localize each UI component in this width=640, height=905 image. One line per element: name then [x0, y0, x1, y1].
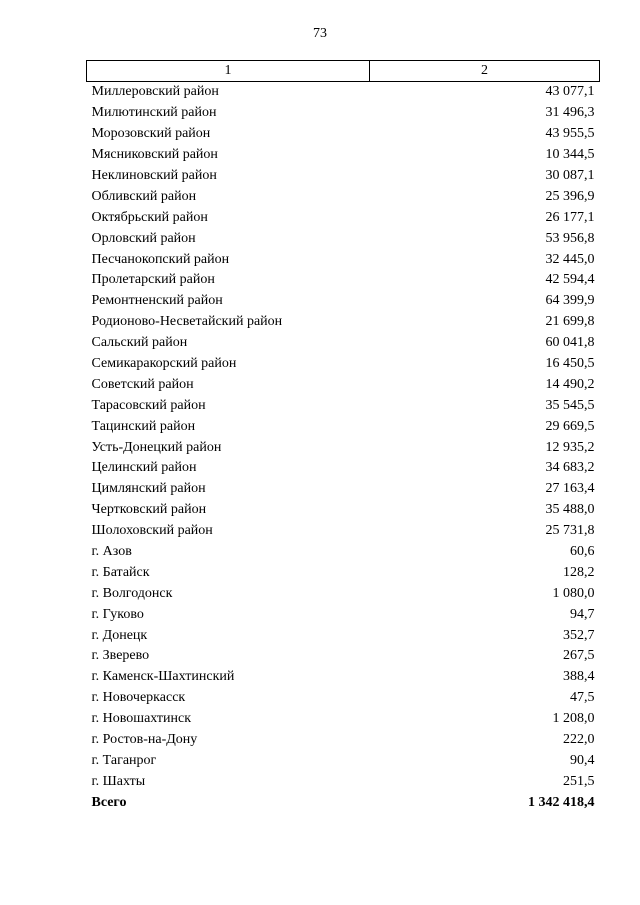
row-territory-name: Шолоховский район	[91, 523, 213, 539]
row-territory-name: Орловский район	[91, 230, 196, 246]
row-amount-value: 42 594,4	[545, 272, 595, 288]
table-row	[87, 395, 600, 416]
row-territory-name: г. Новошахтинск	[91, 711, 192, 727]
row-territory-name: Чертковский район	[91, 502, 207, 518]
row-amount-value: 27 163,4	[545, 481, 595, 497]
row-amount-value: 16 450,5	[545, 356, 595, 372]
table-row	[87, 667, 600, 688]
row-amount-value: 25 731,8	[545, 523, 595, 539]
table-row	[87, 166, 600, 187]
row-territory-name: Сальский район	[91, 335, 188, 351]
table-row	[87, 500, 600, 521]
table-row	[87, 583, 600, 604]
row-territory-name: Тацинский район	[91, 418, 196, 434]
table-row	[87, 771, 600, 792]
row-amount-value: 10 344,5	[545, 147, 595, 163]
row-amount-value: 352,7	[563, 627, 595, 643]
row-amount-value: 60 041,8	[545, 335, 595, 351]
table-row	[87, 207, 600, 228]
row-amount-value: 60,6	[570, 544, 595, 560]
table-row	[87, 709, 600, 730]
row-territory-name: Родионово-Несветайский район	[91, 314, 283, 330]
table-row	[87, 312, 600, 333]
table-row	[87, 228, 600, 249]
row-amount-value: 64 399,9	[545, 293, 595, 309]
row-amount-value: 12 935,2	[545, 439, 595, 455]
row-amount-value: 31 496,3	[545, 105, 595, 121]
row-amount-value: 47,5	[570, 690, 595, 706]
row-territory-name: Целинский район	[91, 460, 197, 476]
row-territory-name: Пролетарский район	[91, 272, 215, 288]
row-amount-value: 34 683,2	[545, 460, 595, 476]
table-row	[87, 688, 600, 709]
row-territory-name: Усть-Донецкий район	[91, 439, 222, 455]
table-row	[87, 82, 600, 103]
row-amount-value: 32 445,0	[545, 251, 595, 267]
row-territory-name: г. Таганрог	[91, 752, 157, 768]
table-row	[87, 416, 600, 437]
table-row	[87, 730, 600, 751]
table-row	[87, 145, 600, 166]
row-amount-value: 222,0	[563, 732, 595, 748]
row-territory-name: г. Донецк	[91, 627, 148, 643]
row-territory-name: Октябрьский район	[91, 209, 208, 225]
row-amount-value: 35 488,0	[545, 502, 595, 518]
row-amount-value: 251,5	[563, 773, 595, 789]
table-row	[87, 625, 600, 646]
row-territory-name: г. Ростов-на-Дону	[91, 732, 198, 748]
table-row	[87, 333, 600, 354]
row-territory-name: г. Азов	[91, 544, 132, 560]
row-territory-name: Миллеровский район	[91, 84, 219, 100]
row-amount-value: 53 956,8	[545, 230, 595, 246]
row-territory-name: г. Батайск	[91, 564, 150, 580]
page-number: 73	[313, 26, 327, 41]
row-territory-name: Цимлянский район	[91, 481, 206, 497]
row-territory-name: Семикаракорский район	[91, 356, 237, 372]
column-header-1: 1	[87, 61, 370, 82]
total-label: Всего	[91, 794, 127, 810]
row-amount-value: 1 208,0	[552, 711, 595, 727]
row-amount-value: 35 545,5	[545, 397, 595, 413]
table-body	[87, 82, 600, 814]
row-territory-name: Неклиновский район	[91, 168, 217, 183]
table-row	[87, 291, 600, 312]
table-row	[87, 521, 600, 542]
row-territory-name: г. Каменск-Шахтинский	[91, 669, 235, 685]
data-table	[86, 60, 600, 813]
table-row	[87, 458, 600, 479]
row-territory-name: Мясниковский район	[91, 147, 218, 163]
table-row	[87, 562, 600, 583]
row-territory-name: Песчанокопский район	[91, 251, 230, 267]
table-row	[87, 646, 600, 667]
row-territory-name: Морозовский район	[91, 126, 211, 142]
row-amount-value: 90,4	[570, 752, 595, 768]
row-territory-name: г. Волгодонск	[91, 585, 173, 601]
table-row	[87, 479, 600, 500]
row-amount-value: 94,7	[570, 606, 595, 622]
row-territory-name: Ремонтненский район	[91, 293, 223, 309]
row-amount-value: 21 699,8	[545, 314, 595, 330]
table-row	[87, 249, 600, 270]
row-territory-name: Советский район	[91, 376, 194, 392]
row-territory-name: г. Новочеркасск	[91, 690, 186, 706]
table-row	[87, 437, 600, 458]
row-amount-value: 267,5	[563, 648, 595, 664]
row-territory-name: Милютинский район	[91, 105, 217, 121]
header-row	[87, 61, 600, 82]
row-amount-value: 30 087,1	[545, 168, 595, 183]
row-amount-value: 388,4	[563, 669, 595, 685]
table-row	[87, 354, 600, 375]
row-territory-name: Обливский район	[91, 188, 197, 204]
row-amount-value: 1 080,0	[552, 585, 595, 601]
column-header-2: 2	[370, 61, 600, 82]
row-territory-name: Тарасовский район	[91, 397, 206, 413]
row-amount-value: 43 077,1	[545, 84, 595, 100]
row-territory-name: г. Гуково	[91, 606, 144, 622]
table-row	[87, 103, 600, 124]
table-row	[87, 270, 600, 291]
row-amount-value: 26 177,1	[545, 209, 595, 225]
row-territory-name: г. Зверево	[91, 648, 150, 664]
table-row	[87, 186, 600, 207]
table-row	[87, 604, 600, 625]
table-row	[87, 124, 600, 145]
row-amount-value: 25 396,9	[545, 188, 595, 204]
total-row	[87, 792, 600, 813]
row-amount-value: 29 669,5	[545, 418, 595, 434]
row-amount-value: 43 955,5	[545, 126, 595, 142]
row-amount-value: 128,2	[563, 564, 595, 580]
table-row	[87, 751, 600, 772]
total-value: 1 342 418,4	[528, 794, 595, 810]
row-territory-name: г. Шахты	[91, 773, 146, 789]
row-amount-value: 14 490,2	[545, 376, 595, 392]
table-row	[87, 374, 600, 395]
table-row	[87, 542, 600, 563]
